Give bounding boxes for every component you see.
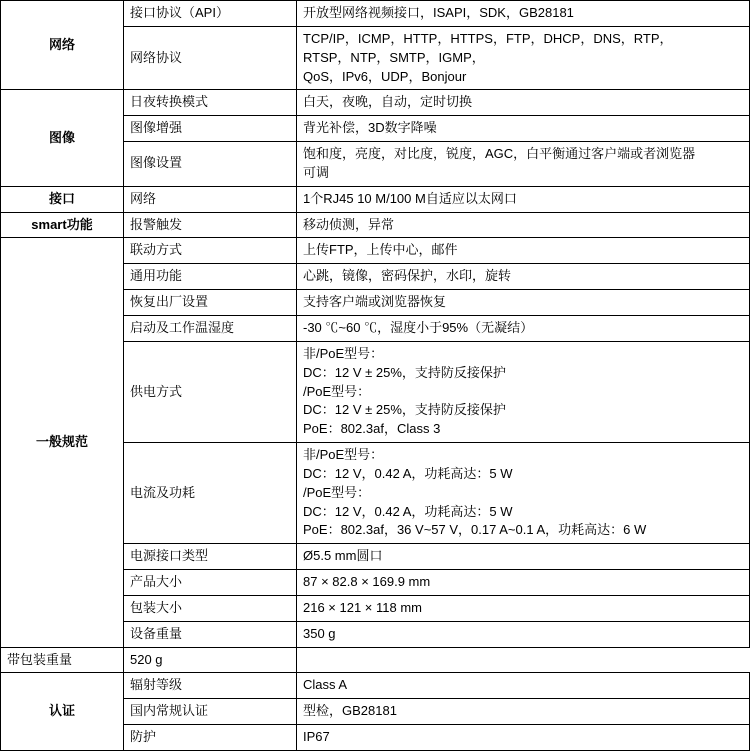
table-row	[1, 238, 750, 264]
row-value-line: 非/PoE型号：	[303, 447, 384, 463]
row-subcategory-cell: 国内常规认证	[124, 699, 297, 725]
row-subcategory-cell: 电源接口类型	[124, 544, 297, 570]
row-subcategory-cell: 联动方式	[124, 238, 297, 264]
row-subcategory-cell: 图像设置	[124, 142, 297, 187]
row-subcategory-cell: 辐射等级	[124, 673, 297, 699]
row-value-line: 216 × 121 × 118 mm	[303, 599, 423, 615]
row-value-line: DC：12 V，0.42 A，功耗高达：5 W	[303, 503, 513, 519]
row-value-line: Ø5.5 mm圆口	[303, 548, 383, 564]
row-subcategory-cell: 防护	[124, 725, 297, 751]
row-value-cell	[297, 725, 750, 751]
row-subcategory-cell: 网络	[124, 186, 297, 212]
row-value-line: 移动侦测，异常	[303, 216, 395, 232]
row-subcategory-cell: 恢复出厂设置	[124, 290, 297, 316]
row-subcategory-cell: 接口协议（API）	[124, 1, 297, 27]
row-value-line: 开放型网络视频接口，ISAPI，SDK，GB28181	[303, 5, 574, 20]
row-value-cell	[297, 595, 750, 621]
row-value-line: 背光补偿，3D数字降噪	[303, 120, 437, 136]
row-subcategory-cell: 网络协议	[124, 26, 297, 90]
row-value-line: 型检，GB28181	[303, 703, 397, 719]
row-value-line: TCP/IP，ICMP，HTTP，HTTPS，FTP，DHCP，DNS，RTP，	[303, 30, 673, 46]
row-value-line: RTSP，NTP，SMTP，IGMP，	[303, 49, 485, 65]
row-subcategory-cell: 设备重量	[124, 621, 297, 647]
row-subcategory-cell: 供电方式	[124, 341, 297, 442]
row-value-cell	[297, 315, 750, 341]
row-value-cell	[297, 116, 750, 142]
row-value-line: DC：12 V ± 25%，支持防反接保护	[303, 364, 506, 380]
row-value-line: 1个RJ45 10 M/100 M自适应以太网口	[303, 190, 517, 206]
table-row	[1, 647, 750, 673]
table-row	[1, 90, 750, 116]
row-value-cell	[124, 647, 297, 673]
row-value-line: PoE：802.3af，36 V~57 V，0.17 A~0.1 A，功耗高达：6 W	[303, 522, 647, 538]
row-category-cell: 网络	[1, 1, 124, 90]
row-value-cell	[297, 544, 750, 570]
row-value-line: PoE：802.3af，Class 3	[303, 421, 441, 437]
row-subcategory-cell: 产品大小	[124, 570, 297, 596]
row-category-cell: 认证	[1, 673, 124, 751]
row-value-line: 非/PoE型号：	[303, 345, 384, 361]
row-value-line: /PoE型号：	[303, 383, 371, 399]
row-value-cell	[297, 238, 750, 264]
table-row	[1, 673, 750, 699]
row-subcategory-cell: 日夜转换模式	[124, 90, 297, 116]
row-category-cell: 图像	[1, 90, 124, 186]
row-value-line: 白天，夜晚，自动，定时切换	[303, 94, 473, 110]
row-subcategory-cell: 报警触发	[124, 212, 297, 238]
row-category-cell: smart功能	[1, 212, 124, 238]
row-subcategory-cell: 启动及工作温湿度	[124, 315, 297, 341]
row-value-cell	[297, 621, 750, 647]
row-value-cell	[297, 264, 750, 290]
row-value-line: /PoE型号：	[303, 484, 371, 500]
row-value-line: IP67	[303, 729, 330, 745]
row-value-line: 350 g	[303, 625, 336, 641]
row-value-cell	[297, 212, 750, 238]
row-subcategory-cell: 带包装重量	[1, 647, 124, 673]
row-category-cell: 接口	[1, 186, 124, 212]
row-value-line: 心跳，镜像，密码保护，水印，旋转	[303, 268, 512, 284]
row-category-cell: 一般规范	[1, 238, 124, 647]
row-value-cell	[297, 90, 750, 116]
row-value-line: 可调	[303, 164, 330, 180]
row-value-line: 饱和度，亮度，对比度，锐度，AGC，白平衡通过客户端或者浏览器	[303, 146, 696, 162]
table-row	[1, 186, 750, 212]
row-value-cell	[297, 443, 750, 544]
row-value-line: 支持客户端或浏览器恢复	[303, 294, 447, 310]
row-value-line: DC：12 V ± 25%，支持防反接保护	[303, 402, 506, 418]
row-value-cell	[297, 699, 750, 725]
row-value-cell	[297, 1, 750, 27]
row-value-line: 520 g	[130, 651, 163, 667]
row-value-cell	[297, 673, 750, 699]
table-row	[1, 1, 750, 27]
row-value-line: DC：12 V，0.42 A，功耗高达：5 W	[303, 465, 513, 481]
table-row	[1, 212, 750, 238]
row-subcategory-cell: 电流及功耗	[124, 443, 297, 544]
row-value-line: Class A	[303, 677, 348, 693]
row-subcategory-cell: 包装大小	[124, 595, 297, 621]
row-value-line: QoS，IPv6，UDP，Bonjour	[303, 68, 467, 84]
row-value-cell	[297, 290, 750, 316]
row-subcategory-cell: 图像增强	[124, 116, 297, 142]
row-value-cell	[297, 186, 750, 212]
row-value-cell	[297, 26, 750, 90]
row-value-cell	[297, 142, 750, 187]
row-value-cell	[297, 341, 750, 442]
row-value-line: 87 × 82.8 × 169.9 mm	[303, 574, 431, 590]
row-value-cell	[297, 570, 750, 596]
row-value-line: -30 ℃~60 ℃，湿度小于95%（无凝结）	[303, 319, 534, 335]
row-subcategory-cell: 通用功能	[124, 264, 297, 290]
table-body	[1, 1, 750, 751]
row-value-line: 上传FTP，上传中心，邮件	[303, 242, 458, 258]
